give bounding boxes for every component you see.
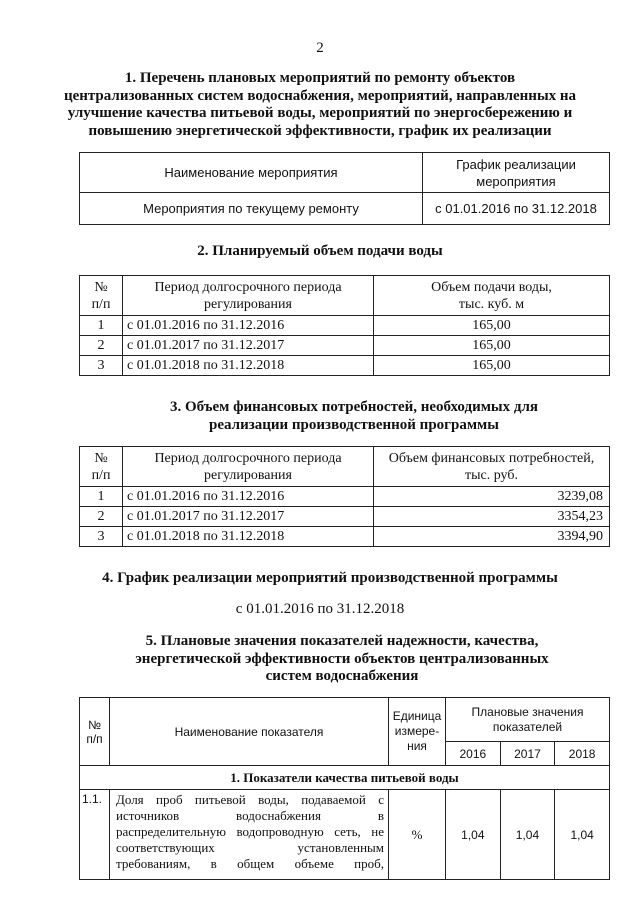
indicator-name-line: Доля проб питьевой воды, подаваемой с	[116, 792, 384, 807]
row-period-cell: с 01.01.2017 по 31.12.2017	[123, 336, 374, 356]
row-num-cell: 1	[80, 316, 123, 336]
col-header-num-line: п/п	[91, 467, 111, 483]
row-finance-cell: 3239,08	[374, 487, 610, 507]
row-num-cell: 2	[80, 336, 123, 356]
section5-title-line: 5. Плановые значения показателей надежности, качества,	[145, 633, 539, 649]
activity-name-cell: Мероприятия по текущему ремонту	[80, 193, 423, 225]
section2-title: 2. Планируемый объем подачи воды	[197, 243, 443, 259]
section5-title-line: систем водоснабжения	[265, 668, 419, 684]
section3-title	[34, 399, 640, 434]
row-num-cell: 1	[80, 487, 123, 507]
group-title-quality: 1. Показатели качества питьевой воды	[80, 766, 610, 790]
col-header-activity: Наименование мероприятия	[80, 153, 423, 193]
col-header-schedule-line: мероприятия	[476, 173, 556, 189]
col-header-unit-line: Единица	[392, 709, 442, 723]
col-header-num-line: №	[94, 279, 108, 295]
row-period-cell: с 01.01.2017 по 31.12.2017	[123, 507, 374, 527]
col-header-num	[80, 276, 123, 316]
row-num-cell: 1.1.	[80, 790, 110, 880]
water-supply-table	[79, 275, 610, 376]
indicator-name-line: требованиям, в общем объеме проб,	[116, 856, 384, 871]
col-header-period-line: регулирования	[204, 296, 292, 312]
row-period-cell: с 01.01.2016 по 31.12.2016	[123, 316, 374, 336]
col-header-num-line: №	[88, 717, 101, 732]
section4-subtitle: с 01.01.2016 по 31.12.2018	[235, 601, 405, 617]
col-header-volume	[374, 276, 610, 316]
row-num-cell: 2	[80, 507, 123, 527]
col-header-period	[123, 447, 374, 487]
section1-title-line: повышению энергетической эффективности, график их реализации	[88, 122, 552, 139]
col-header-period-line: Период долгосрочного периода	[154, 279, 342, 295]
col-header-schedule	[423, 153, 610, 193]
row-finance-cell: 3394,90	[374, 527, 610, 547]
table-header-row	[80, 447, 610, 487]
table-header-row	[80, 153, 610, 193]
col-header-indicator-name: Наименование показателя	[110, 698, 389, 766]
section3-title-line: реализации производственной программы	[209, 416, 499, 433]
row-volume-cell: 165,00	[374, 316, 610, 336]
col-header-finance	[374, 447, 610, 487]
col-header-unit	[389, 698, 446, 766]
section1-title-line: централизованных систем водоснабжения, мероприятий, направленных на	[63, 87, 577, 104]
row-period-cell: с 01.01.2018 по 31.12.2018	[123, 356, 374, 376]
col-header-finance-line: тыс. руб.	[465, 467, 518, 483]
section1-title	[0, 70, 640, 140]
table-row	[80, 487, 610, 507]
col-header-schedule-line: График реализации	[456, 156, 576, 172]
section5-title-line: энергетической эффективности объектов централизованных	[135, 650, 549, 667]
col-header-volume-line: тыс. куб. м	[458, 296, 525, 312]
section1-title-line: 1. Перечень плановых мероприятий по ремонту объектов	[124, 70, 516, 86]
table-row	[80, 507, 610, 527]
value-2018-cell: 1,04	[555, 790, 610, 880]
table-header-row	[80, 276, 610, 316]
section5-title	[22, 633, 640, 686]
col-header-num-line: п/п	[86, 731, 103, 746]
table-row	[80, 336, 610, 356]
indicators-table	[79, 697, 610, 880]
col-header-num-line: №	[94, 450, 108, 466]
row-period-cell: с 01.01.2018 по 31.12.2018	[123, 527, 374, 547]
value-2017-cell: 1,04	[500, 790, 555, 880]
row-period-cell: с 01.01.2016 по 31.12.2016	[123, 487, 374, 507]
section4-title: 4. График реализации мероприятий производственной программы	[102, 570, 558, 586]
col-header-num	[80, 447, 123, 487]
col-header-volume-line: Объем подачи воды,	[431, 279, 552, 295]
col-header-plan-line: показателей	[492, 719, 563, 734]
col-header-num-line: п/п	[91, 296, 111, 312]
table-row	[80, 316, 610, 336]
col-header-unit-line: ния	[407, 739, 427, 753]
row-finance-cell: 3354,23	[374, 507, 610, 527]
col-header-period-line: Период долгосрочного периода	[154, 450, 342, 466]
indicator-name-line: соответствующих установленным	[116, 840, 384, 855]
table-row	[80, 356, 610, 376]
col-header-unit-line: измере-	[394, 724, 440, 738]
col-header-plan-values	[446, 698, 610, 742]
col-header-period-line: регулирования	[204, 467, 292, 483]
row-volume-cell: 165,00	[374, 336, 610, 356]
col-header-year-2016: 2016	[446, 742, 501, 766]
activities-table	[79, 152, 610, 225]
financial-needs-table	[79, 446, 610, 547]
col-header-plan-line: Плановые значения	[471, 704, 584, 719]
indicator-name-line: распределительную водопроводную сеть, не	[116, 824, 384, 839]
col-header-year-2017: 2017	[500, 742, 555, 766]
table-header-row	[80, 698, 610, 742]
col-header-num	[80, 698, 110, 766]
value-2016-cell: 1,04	[446, 790, 501, 880]
row-volume-cell: 165,00	[374, 356, 610, 376]
col-header-finance-line: Объем финансовых потребностей,	[388, 450, 595, 466]
row-num-cell: 3	[80, 356, 123, 376]
activity-period-cell: с 01.01.2016 по 31.12.2018	[423, 193, 610, 225]
indicator-name-line: источников водоснабжения в	[116, 808, 384, 823]
section3-title-line: 3. Объем финансовых потребностей, необходимых для	[169, 399, 539, 415]
section1-title-line: улучшение качества питьевой воды, мероприятий по энергосбережению и	[67, 105, 573, 121]
table-row	[80, 527, 610, 547]
indicator-name-cell	[110, 790, 389, 880]
table-group-row	[80, 766, 610, 790]
row-num-cell: 3	[80, 527, 123, 547]
unit-cell: %	[389, 790, 446, 880]
table-row	[80, 790, 610, 880]
page-number: 2	[316, 40, 324, 56]
col-header-period	[123, 276, 374, 316]
table-row	[80, 193, 610, 225]
col-header-year-2018: 2018	[555, 742, 610, 766]
